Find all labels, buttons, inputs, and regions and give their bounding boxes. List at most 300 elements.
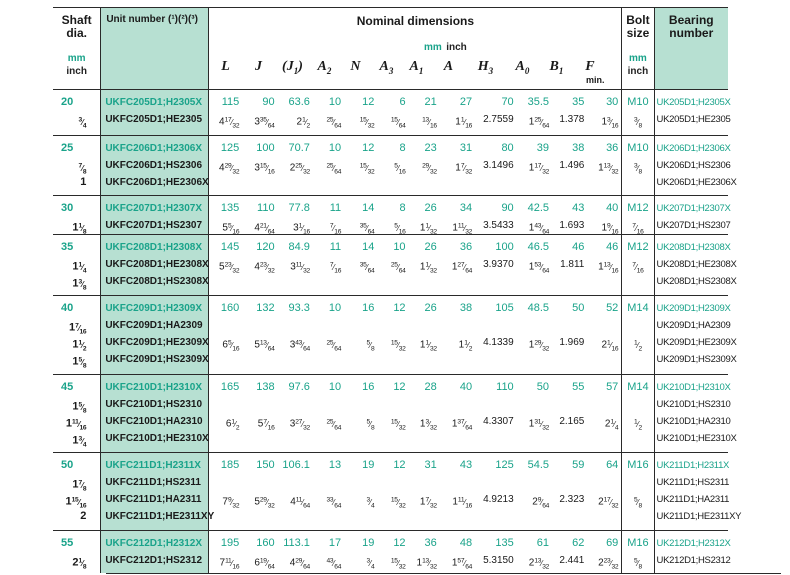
unit-number-cell <box>101 375 209 453</box>
dimension-mm-value: 135 <box>495 537 514 549</box>
dimension-inch-value: $2^1⁄_{16}$ <box>601 339 619 353</box>
dimension-cell <box>344 196 377 235</box>
shaft-dia-cell <box>53 136 101 196</box>
dimension-cell <box>475 375 517 453</box>
dimension-cell <box>475 196 517 235</box>
unit-number: UKFC211D1;HA2311 <box>105 494 202 505</box>
bearing-number: UK207D1;H2307X <box>656 203 731 214</box>
dim-symbol-10: $B_1$ <box>549 59 564 76</box>
shaft-inch-value: $1^{15}⁄_{16}$ <box>65 495 87 510</box>
dimension-cell <box>209 235 242 296</box>
dimension-cell <box>377 136 408 196</box>
dimension-inch-value: $3^{43}⁄_{64}$ <box>289 339 310 353</box>
dimension-inch-value: $^{25}⁄_{64}$ <box>326 116 342 130</box>
bolt-header-line1: Bolt <box>626 13 650 27</box>
shaft-inch-label: inch <box>66 66 87 77</box>
dimension-mm-value: 19 <box>362 459 375 471</box>
bearing-number: UK210D1;HE2310X <box>656 433 737 444</box>
dimension-inch-value: $^{15}⁄_{32}$ <box>359 162 375 176</box>
shaft-inch-value: $1^{11}⁄_{16}$ <box>65 417 87 432</box>
dimension-symbols <box>209 59 621 85</box>
shaft-inch-value: $1^5⁄_8$ <box>72 400 87 415</box>
unit-number: UKFC210D1;H2310X <box>105 382 203 393</box>
dimension-inch-value: $7^{11}⁄_{16}$ <box>219 557 240 571</box>
dimension-mm-value: 77.8 <box>288 202 310 214</box>
dimension-inch-value: $4^{29}⁄_{32}$ <box>219 162 240 176</box>
dimension-inch-value: 4.3307 <box>483 416 514 427</box>
dimension-inch-value: $2^{25}⁄_{32}$ <box>289 162 310 176</box>
dimension-cell <box>440 235 475 296</box>
dimension-mm-value: 35.5 <box>527 96 550 108</box>
dimension-mm-value: 110 <box>496 381 514 393</box>
dimension-cell <box>377 235 408 296</box>
dimension-cell <box>377 375 408 453</box>
dimension-inch-value: $3^{35}⁄_{64}$ <box>254 116 275 130</box>
dimension-inch-value: $1^1⁄_{32}$ <box>419 222 437 236</box>
dimension-inch-value: $1^3⁄_{32}$ <box>419 418 437 432</box>
dimension-inch-value: $5^7⁄_{16}$ <box>257 418 275 432</box>
dimension-inch-value: 1.693 <box>559 220 585 231</box>
dimension-inch-value: $^7⁄_{16}$ <box>329 222 342 236</box>
dimension-cell <box>517 531 552 573</box>
dimension-mm-value: 55 <box>572 381 585 393</box>
dimension-mm-value: 70.7 <box>288 142 310 154</box>
bolt-inch-label: inch <box>627 66 649 77</box>
dimension-cell <box>242 196 277 235</box>
nominal-mm-label: mm <box>423 42 442 53</box>
dimension-cell <box>552 196 587 235</box>
dimension-inch-value: $1^{25}⁄_{64}$ <box>528 116 550 130</box>
dimension-cell <box>409 375 440 453</box>
bolt-size-cell <box>622 136 654 196</box>
dimension-cell <box>209 136 242 196</box>
dimension-mm-value: 80 <box>501 142 514 154</box>
dimension-inch-value: $1^3⁄_{16}$ <box>601 116 619 130</box>
dimension-cell <box>409 453 440 531</box>
dimension-mm-value: 43 <box>572 202 585 214</box>
dimension-inch-value: $2^{17}⁄_{32}$ <box>598 496 619 510</box>
dimension-table <box>53 7 742 573</box>
dimension-mm-value: 12 <box>362 142 375 154</box>
dimension-cell <box>475 531 517 573</box>
dimension-inch-value: $3^{15}⁄_{16}$ <box>254 162 275 176</box>
bolt-size-cell <box>622 531 654 573</box>
shaft-inch-value: $2^1⁄_8$ <box>72 556 87 571</box>
dimension-inch-value: 2.441 <box>559 555 585 566</box>
unit-number: UKFC211D1;HE2311XY <box>105 511 215 522</box>
dimension-cell <box>377 453 408 531</box>
bolt-mm-value: M14 <box>627 302 649 314</box>
dimension-mm-value: 12 <box>393 537 406 549</box>
dimension-mm-value: 31 <box>424 459 437 471</box>
dimension-mm-value: 26 <box>424 302 437 314</box>
dimension-inch-value: $5^{29}⁄_{32}$ <box>254 496 275 510</box>
dimension-mm-value: 160 <box>256 537 275 549</box>
bearing-number: UK211D1;H2311X <box>656 460 730 471</box>
dimension-mm-value: 19 <box>362 537 375 549</box>
bearing-number: UK210D1;HA2310 <box>656 416 731 427</box>
dimension-inch-value: $^5⁄_{16}$ <box>394 162 406 176</box>
bolt-inch-value: $^3⁄_8$ <box>634 162 642 176</box>
dimension-mm-value: 113.1 <box>283 537 310 549</box>
dimension-cell <box>377 90 408 136</box>
dimension-cell <box>587 296 621 375</box>
bearing-number-cell <box>654 196 731 235</box>
bolt-mm-value: M16 <box>627 459 649 471</box>
bolt-size-cell <box>622 235 654 296</box>
dimension-mm-value: 135 <box>220 202 240 214</box>
dimension-cell <box>278 196 313 235</box>
shaft-mm-label: mm <box>67 53 86 64</box>
shaft-mm-value: 40 <box>61 302 74 314</box>
dim-symbol-11: F min. <box>573 59 606 85</box>
dimension-mm-value: 110 <box>257 202 275 214</box>
dimension-mm-value: 93.3 <box>288 302 310 314</box>
dimension-cell <box>517 196 552 235</box>
dimension-cell <box>552 90 587 136</box>
dimension-inch-value: $4^{21}⁄_{64}$ <box>254 222 275 236</box>
unit-number: UKFC211D1;HS2311 <box>105 477 201 488</box>
dimension-inch-value: 2.165 <box>559 416 585 427</box>
shaft-mm-value: 45 <box>61 381 74 393</box>
dimension-cell <box>344 375 377 453</box>
dim-symbol-5: $A_3$ <box>379 59 394 76</box>
shaft-inch-value: 2 <box>80 510 87 522</box>
dimension-cell <box>409 296 440 375</box>
dimension-cell <box>440 196 475 235</box>
dimension-cell <box>409 531 440 573</box>
dimension-mm-value: 38 <box>459 302 473 314</box>
dimension-mm-value: 90 <box>262 96 275 108</box>
dimension-cell <box>587 375 621 453</box>
dimension-inch-value: $4^{17}⁄_{32}$ <box>219 116 240 130</box>
dimension-inch-value: $4^{23}⁄_{32}$ <box>254 261 275 275</box>
dimension-inch-value: $1^{13}⁄_{16}$ <box>598 261 619 275</box>
dimension-inch-value: $^{15}⁄_{32}$ <box>390 557 406 571</box>
dimension-mm-value: 63.6 <box>288 96 310 108</box>
shaft-inch-value: $1^1⁄_2$ <box>72 338 87 353</box>
shaft-dia-cell <box>53 235 101 296</box>
dimension-mm-value: 17 <box>328 537 342 549</box>
dimension-inch-value: $1^{11}⁄_{16}$ <box>452 496 473 510</box>
dimension-mm-value: 100 <box>495 241 514 253</box>
dimension-inch-value: $3^1⁄_{16}$ <box>293 222 310 236</box>
table-row <box>53 531 728 573</box>
nominal-dimensions-header <box>209 8 622 90</box>
dimension-mm-value: 23 <box>424 142 437 154</box>
bearing-number: UK206D1;H2306X <box>656 143 731 154</box>
shaft-dia-cell <box>53 90 101 136</box>
unit-number: UKFC208D1;H2308X <box>105 242 203 253</box>
dimension-inch-value: $^{35}⁄_{64}$ <box>359 222 375 236</box>
dimension-cell <box>552 296 587 375</box>
dimension-inch-value: $^5⁄_{16}$ <box>394 222 406 236</box>
dimension-cell <box>475 136 517 196</box>
dimension-mm-value: 30 <box>606 96 619 108</box>
dimension-mm-value: 34 <box>459 202 473 214</box>
bearing-header-line1: Bearing <box>668 13 714 27</box>
dimension-cell <box>552 453 587 531</box>
dimension-mm-value: 8 <box>399 142 406 154</box>
table-body <box>53 90 742 573</box>
dimension-inch-value: 1.811 <box>560 259 585 270</box>
shaft-inch-value: $^7⁄_8$ <box>78 162 87 176</box>
dimension-mm-value: 10 <box>328 142 342 154</box>
shaft-dia-header <box>53 8 101 90</box>
table-row <box>53 136 728 196</box>
dimension-inch-value: $3^{11}⁄_{32}$ <box>290 261 310 275</box>
bolt-header-line2: size <box>626 26 650 40</box>
dimension-mm-value: 39 <box>536 142 550 154</box>
table-row <box>53 453 728 531</box>
dimension-cell <box>313 375 344 453</box>
dimension-inch-value: $^{25}⁄_{64}$ <box>326 162 342 176</box>
dimension-mm-value: 26 <box>424 241 437 253</box>
bearing-number: UK210D1;HS2310 <box>656 399 731 410</box>
table-row <box>53 235 728 296</box>
shaft-mm-value: 30 <box>61 202 74 214</box>
dimension-inch-value: 4.9213 <box>483 494 514 505</box>
dimension-cell <box>278 531 313 573</box>
dimension-cell <box>242 453 277 531</box>
dimension-cell <box>552 531 587 573</box>
unit-number: UKFC210D1;HA2310 <box>105 416 203 427</box>
dimension-cell <box>517 90 552 136</box>
dimension-mm-value: 185 <box>220 459 240 471</box>
unit-number: UKFC207D1;HS2307 <box>105 220 203 231</box>
bearing-number: UK207D1;HS2307 <box>656 220 731 231</box>
dimension-mm-value: 62 <box>572 537 585 549</box>
dimension-mm-value: 42.5 <box>527 202 550 214</box>
unit-number-cell <box>101 531 209 573</box>
dimension-mm-value: 10 <box>393 241 406 253</box>
table-row <box>53 90 728 136</box>
dimension-inch-value: 4.1339 <box>483 337 514 348</box>
dimension-mm-value: 160 <box>220 302 240 314</box>
bearing-number: UK209D1;H2309X <box>656 303 731 314</box>
dimension-inch-value: 3.5433 <box>483 220 514 231</box>
bearing-number: UK210D1;H2310X <box>656 382 731 393</box>
dim-symbol-7: A <box>443 59 454 74</box>
dimension-inch-value: 2.323 <box>559 494 585 505</box>
unit-number: UKFC211D1;H2311X <box>105 460 201 471</box>
shaft-mm-value: 50 <box>61 459 74 471</box>
shaft-dia-cell <box>53 296 101 375</box>
bearing-number-cell <box>654 531 731 573</box>
dimension-mm-value: 12 <box>362 96 375 108</box>
dimension-cell <box>440 90 475 136</box>
dimension-inch-value: $1^{11}⁄_{32}$ <box>452 222 473 236</box>
bolt-size-header <box>622 8 654 90</box>
dimension-inch-value: $^{35}⁄_{64}$ <box>359 261 375 275</box>
dimension-inch-value: $5^{23}⁄_{32}$ <box>219 261 240 275</box>
dimension-cell <box>409 90 440 136</box>
dimension-inch-value: $3^{27}⁄_{32}$ <box>289 418 310 432</box>
dimension-cell <box>552 375 587 453</box>
dimension-inch-value: $2^{23}⁄_{32}$ <box>598 557 619 571</box>
dimension-inch-value: $5^{13}⁄_{64}$ <box>254 339 275 353</box>
dimension-cell <box>552 136 587 196</box>
dimension-mm-value: 6 <box>399 96 406 108</box>
dimension-cell <box>440 531 475 573</box>
f-min-label: min. <box>585 75 605 85</box>
bolt-inch-value: $^5⁄_8$ <box>634 557 642 571</box>
dimension-inch-value: $1^{17}⁄_{32}$ <box>528 162 550 176</box>
dimension-inch-value: $^{15}⁄_{32}$ <box>359 116 375 130</box>
dimension-mm-value: 16 <box>362 302 375 314</box>
dimension-cell <box>209 296 242 375</box>
dimension-cell <box>344 296 377 375</box>
bearing-number: UK211D1;HS2311 <box>656 477 730 488</box>
dimension-inch-value: $1^9⁄_{16}$ <box>601 222 619 236</box>
dimension-mm-value: 31 <box>459 142 473 154</box>
dimension-cell <box>278 235 313 296</box>
shaft-inch-value: $1^1⁄_8$ <box>72 221 87 236</box>
dimension-mm-value: 14 <box>362 241 375 253</box>
dimension-inch-value: $^{13}⁄_{16}$ <box>422 116 437 130</box>
shaft-header-line2: dia. <box>66 26 87 40</box>
unit-number-cell <box>101 235 209 296</box>
dimension-inch-value: $^5⁄_8$ <box>366 339 375 353</box>
dimension-cell <box>209 531 242 573</box>
bearing-number: UK208D1;HE2308X <box>656 259 737 270</box>
dimension-cell <box>344 90 377 136</box>
dimension-cell <box>278 453 313 531</box>
bearing-number: UK212D1;H2312X <box>656 538 731 549</box>
bolt-inch-value: $^3⁄_8$ <box>634 116 642 130</box>
dimension-cell <box>209 90 242 136</box>
unit-number-cell <box>101 296 209 375</box>
dimension-inch-value: 2.7559 <box>483 114 514 125</box>
dimension-mm-value: 36 <box>459 241 473 253</box>
bolt-inch-value: $^1⁄_2$ <box>634 418 642 432</box>
unit-number-cell <box>101 90 209 136</box>
dimension-cell <box>440 375 475 453</box>
dimension-cell <box>344 235 377 296</box>
dimension-inch-value: 1.496 <box>559 160 585 171</box>
dimension-inch-value: $1^{43}⁄_{64}$ <box>528 222 550 236</box>
bearing-number: UK205D1;H2305X <box>656 97 731 108</box>
dimension-mm-value: 145 <box>220 241 240 253</box>
dimension-mm-value: 105 <box>495 302 514 314</box>
dimension-inch-value: $^{15}⁄_{32}$ <box>390 496 406 510</box>
footnote-rule <box>106 573 781 574</box>
dimension-mm-value: 35 <box>572 96 585 108</box>
bolt-size-cell <box>622 90 654 136</box>
dimension-inch-value: $^{25}⁄_{64}$ <box>326 418 342 432</box>
dimension-cell <box>209 196 242 235</box>
dimension-cell <box>344 531 377 573</box>
dimension-mm-value: 48.5 <box>527 302 550 314</box>
bearing-number-cell <box>654 90 731 136</box>
dimension-mm-value: 43 <box>459 459 473 471</box>
bearing-number: UK205D1;HE2305 <box>656 114 731 125</box>
dimension-mm-value: 125 <box>495 459 514 471</box>
bolt-inch-value: $^7⁄_{16}$ <box>632 222 644 236</box>
dimension-mm-value: 106.1 <box>282 459 310 471</box>
dimension-cell <box>209 375 242 453</box>
unit-number: UKFC207D1;H2307X <box>105 203 203 214</box>
dimension-mm-value: 90 <box>501 202 514 214</box>
bolt-inch-value: $^5⁄_8$ <box>634 496 642 510</box>
unit-number-cell <box>101 453 215 531</box>
dimension-inch-value: $5^5⁄_{16}$ <box>222 222 240 236</box>
dimension-mm-value: 132 <box>256 302 275 314</box>
dimension-cell <box>475 453 517 531</box>
dimension-mm-value: 14 <box>362 202 375 214</box>
dimension-cell <box>475 296 517 375</box>
dimension-cell <box>242 235 277 296</box>
dimension-inch-value: $1^{13}⁄_{32}$ <box>598 162 619 176</box>
shaft-mm-value: 35 <box>61 241 74 253</box>
dimension-inch-value: $2^1⁄_4$ <box>604 418 619 432</box>
shaft-mm-value: 20 <box>61 96 74 108</box>
table-row <box>53 296 728 375</box>
dimension-inch-value: $1^{31}⁄_{32}$ <box>528 418 550 432</box>
bolt-mm-value: M16 <box>627 537 649 549</box>
dimension-cell <box>313 196 344 235</box>
dimension-cell <box>377 531 408 573</box>
bearing-number-cell <box>654 235 737 296</box>
dim-symbol-2: $(J_1)$ <box>282 59 303 76</box>
dimension-inch-value: $^{15}⁄_{32}$ <box>390 339 406 353</box>
unit-number: UKFC206D1;H2306X <box>105 143 203 154</box>
dim-symbol-1: J <box>254 59 262 74</box>
unit-number: UKFC206D1;HE2306X <box>105 177 209 188</box>
dimension-mm-value: 195 <box>220 537 240 549</box>
dimension-mm-value: 27 <box>459 96 473 108</box>
bolt-inch-value: $^1⁄_2$ <box>634 339 642 353</box>
bearing-number-cell <box>654 296 737 375</box>
unit-number: UKFC209D1;HA2309 <box>105 320 203 331</box>
shaft-inch-value: 1 <box>80 176 87 188</box>
dimension-mm-value: 150 <box>256 459 275 471</box>
dimension-inch-value: $^{25}⁄_{64}$ <box>390 261 406 275</box>
dimension-mm-value: 69 <box>606 537 619 549</box>
dimension-inch-value: $^{29}⁄_{32}$ <box>422 162 437 176</box>
dimension-mm-value: 52 <box>606 302 619 314</box>
dimension-mm-value: 28 <box>424 381 437 393</box>
dim-symbol-3: $A_2$ <box>317 59 332 76</box>
dimension-inch-value: $1^1⁄_2$ <box>458 339 473 353</box>
dimension-inch-value: $1^{29}⁄_{32}$ <box>528 339 550 353</box>
unit-number: UKFC210D1;HE2310X <box>105 433 209 444</box>
dimension-mm-value: 8 <box>399 202 406 214</box>
dimension-cell <box>313 90 344 136</box>
shaft-inch-value: $1^3⁄_4$ <box>72 434 87 449</box>
dim-symbol-6: $A_1$ <box>409 59 424 76</box>
dimension-cell <box>587 235 621 296</box>
nominal-inch-label: inch <box>446 42 467 53</box>
dimension-inch-value: $^{15}⁄_{32}$ <box>390 418 406 432</box>
dimension-cell <box>242 136 277 196</box>
dimension-cell <box>587 453 621 531</box>
dimension-mm-value: 115 <box>221 96 240 108</box>
dimension-cell <box>313 136 344 196</box>
bearing-number: UK211D1;HE2311XY <box>656 511 742 522</box>
dimension-inch-value: $1^7⁄_{32}$ <box>419 496 437 510</box>
dimension-mm-value: 13 <box>328 459 342 471</box>
dimension-inch-value: $2^9⁄_{64}$ <box>532 496 550 510</box>
dimension-cell <box>409 136 440 196</box>
nominal-title: Nominal dimensions <box>356 14 475 28</box>
table-row <box>53 375 728 453</box>
dimension-mm-value: 46 <box>572 241 585 253</box>
dimension-cell <box>587 90 621 136</box>
unit-number: UKFC209D1;HE2309X <box>105 337 209 348</box>
shaft-mm-value: 55 <box>61 537 74 549</box>
dimension-table-frame <box>53 7 742 571</box>
